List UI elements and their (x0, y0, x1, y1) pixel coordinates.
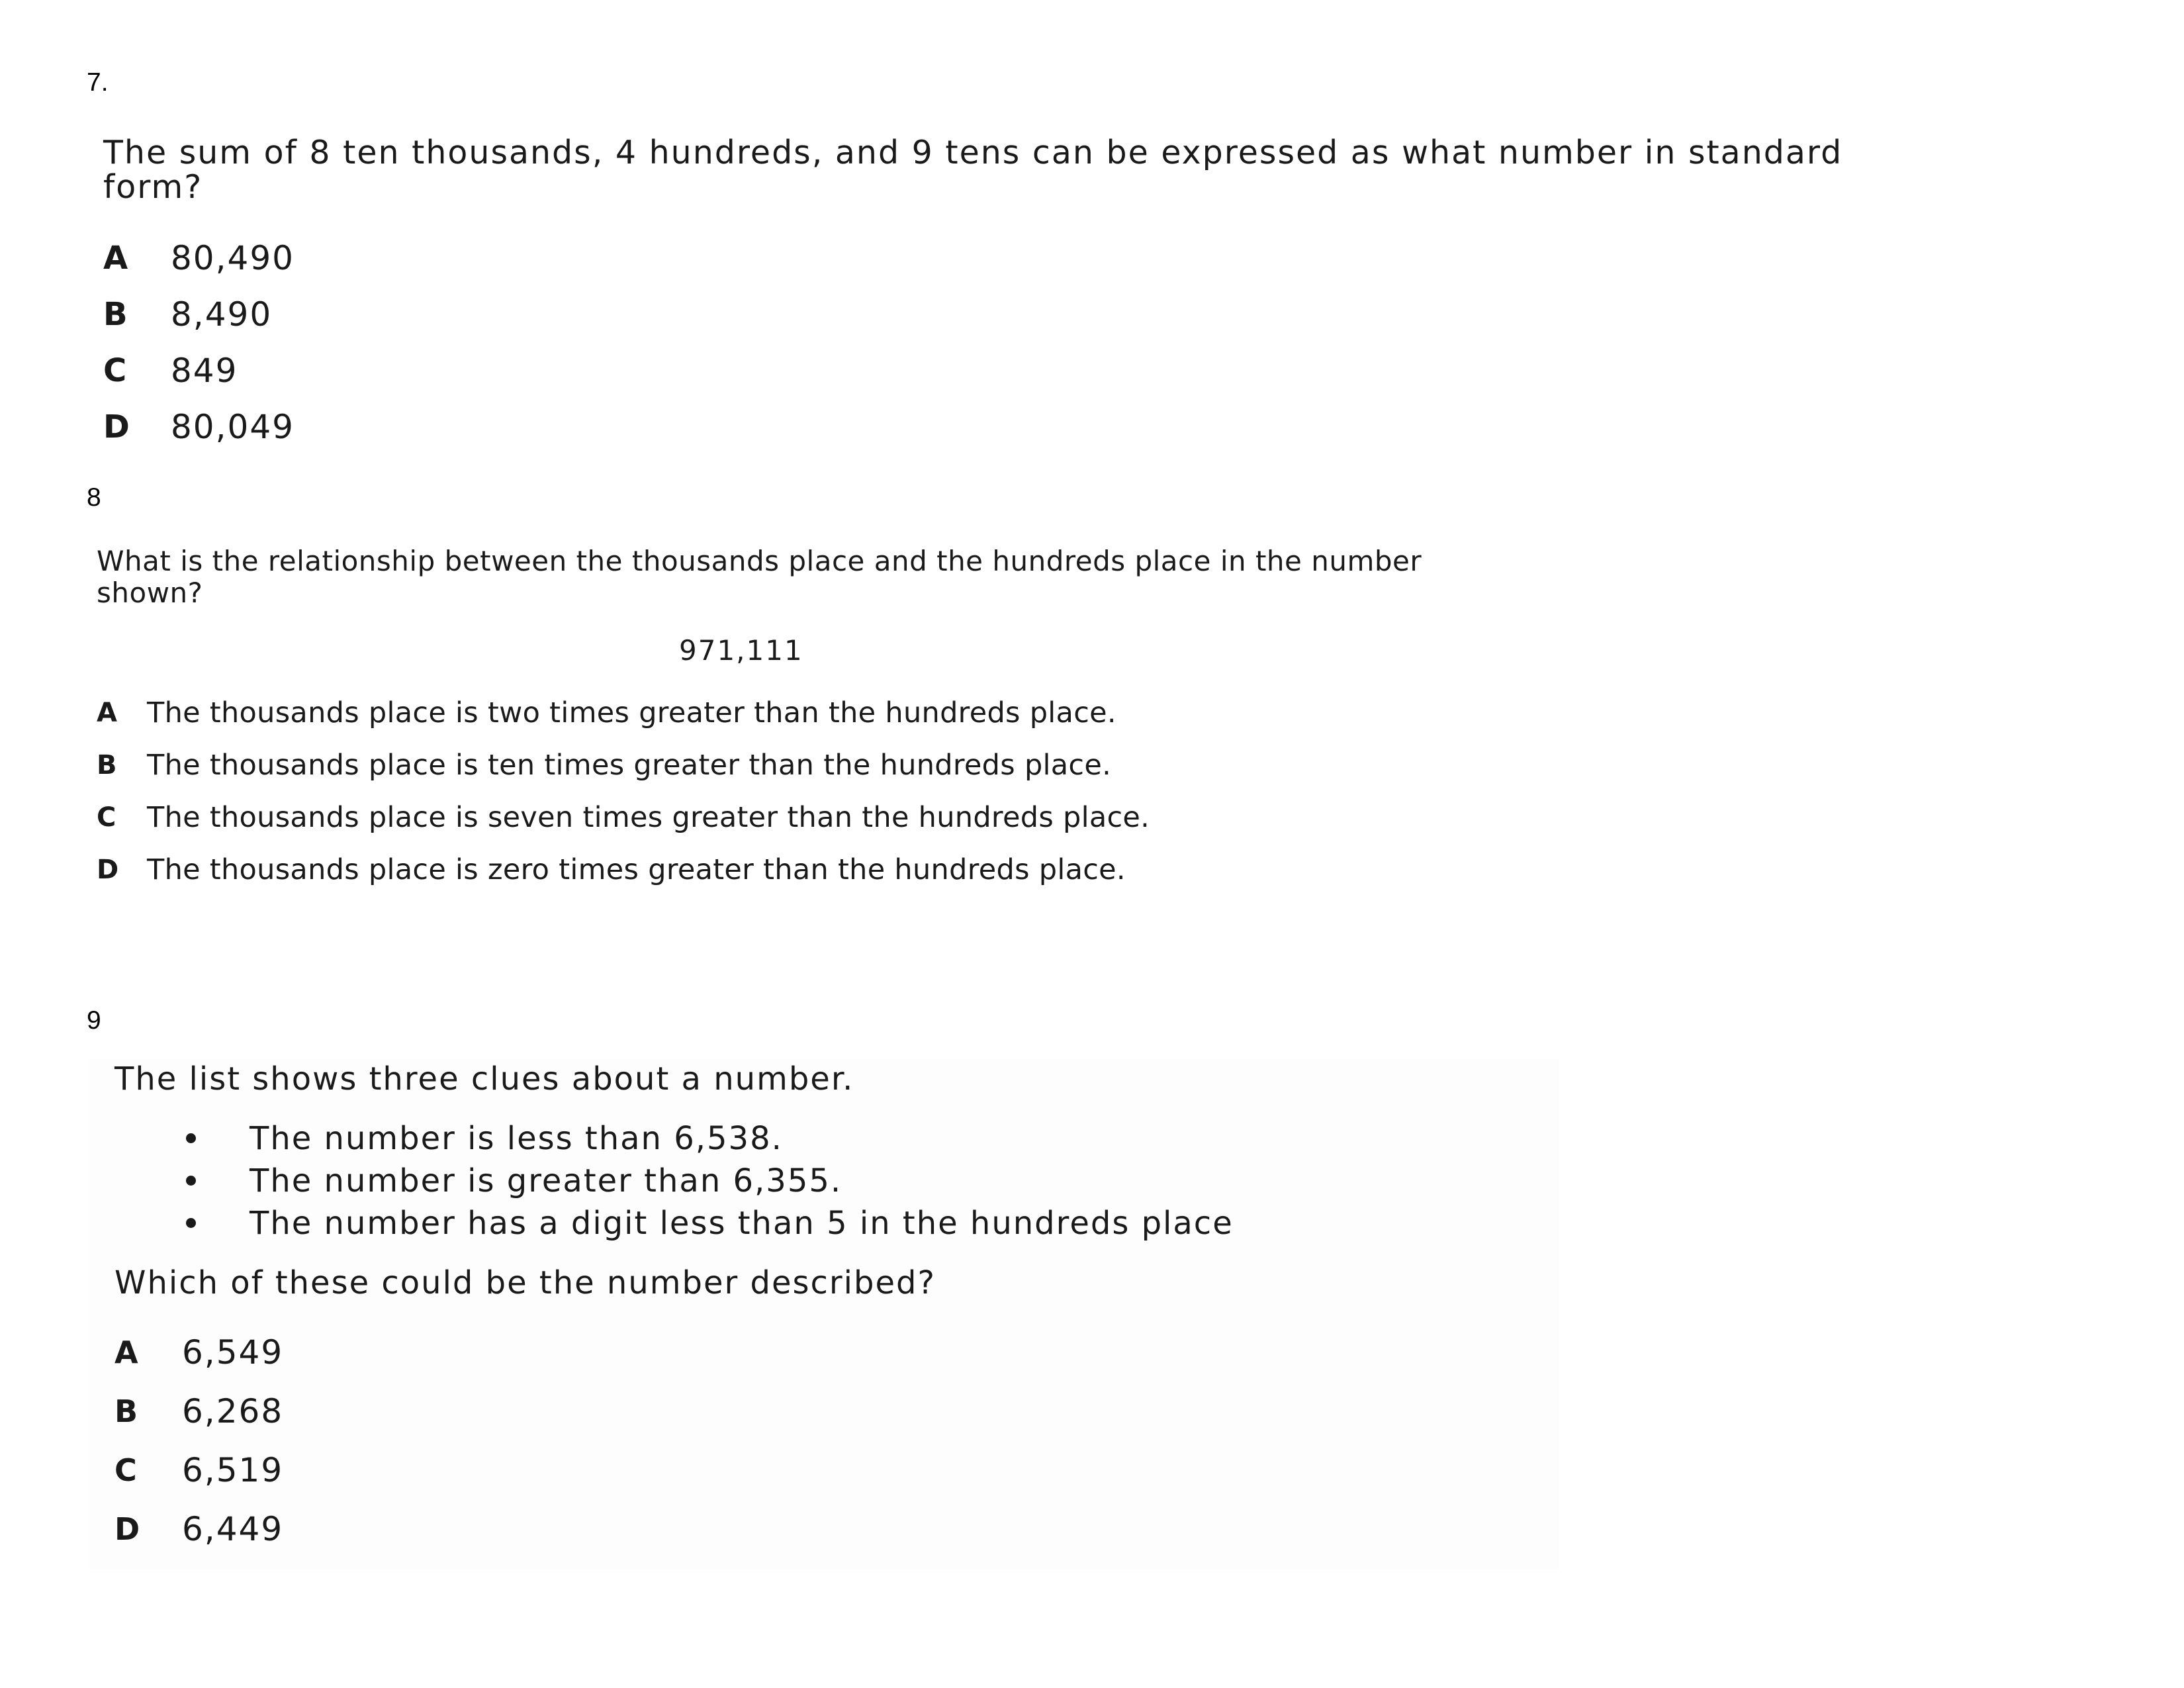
option-text: The thousands place is ten times greater than the hundreds place. (147, 748, 1112, 782)
option-letter: A (103, 239, 129, 277)
clue-text: The number has a digit less than 5 in the hundreds place (250, 1205, 1234, 1242)
option-text: 80,490 (171, 238, 295, 277)
question-8-shown-number: 971,111 (679, 634, 803, 667)
question-8-number: 8 (87, 483, 101, 512)
question-7-option-d[interactable] (103, 399, 1890, 455)
clue-text: The number is less than 6,538. (250, 1120, 783, 1157)
question-9-clue-list (114, 1117, 1559, 1244)
question-7-number: 7. (87, 68, 109, 97)
option-letter: D (114, 1511, 140, 1547)
option-letter: C (103, 352, 128, 389)
clue-item (114, 1117, 1559, 1160)
question-7-options (103, 230, 1890, 455)
option-letter: B (103, 295, 128, 333)
question-7-option-a[interactable] (103, 230, 1890, 286)
question-8-option-c[interactable] (97, 791, 1619, 843)
question-9-number: 9 (87, 1006, 101, 1035)
question-8-stem: What is the relationship between the thousands place and the hundreds place in the number shown? (97, 545, 1422, 609)
bullet-icon (186, 1133, 196, 1143)
question-7-option-b[interactable] (103, 286, 1890, 342)
question-9-ask: Which of these could be the number described? (114, 1264, 936, 1301)
option-text: 6,268 (182, 1391, 284, 1430)
option-text: 6,549 (182, 1333, 284, 1372)
clue-item (114, 1202, 1559, 1244)
question-7-stem: The sum of 8 ten thousands, 4 hundreds, and 9 tens can be expressed as what number in standard form? (103, 134, 1843, 206)
question-8-option-a[interactable] (97, 686, 1619, 739)
option-letter: B (114, 1393, 138, 1429)
question-9 (89, 1059, 1559, 1569)
option-letter: A (97, 697, 117, 728)
option-letter: C (97, 802, 116, 833)
question-8-option-b[interactable] (97, 739, 1619, 791)
option-text: The thousands place is seven times greater than the hundreds place. (147, 800, 1150, 834)
bullet-icon (186, 1176, 196, 1186)
question-7-option-c[interactable] (103, 342, 1890, 399)
option-letter: A (114, 1334, 138, 1370)
clue-text: The number is greater than 6,355. (250, 1162, 842, 1199)
option-letter: D (103, 408, 130, 445)
question-9-option-d[interactable] (114, 1499, 1559, 1558)
option-letter: D (97, 854, 119, 885)
clue-item (114, 1160, 1559, 1202)
option-text: The thousands place is two times greater than the hundreds place. (147, 696, 1116, 729)
question-9-options (114, 1323, 1559, 1558)
option-text: 8,490 (171, 295, 273, 334)
question-8 (97, 545, 1619, 896)
question-8-options (97, 686, 1619, 896)
bullet-icon (186, 1218, 196, 1228)
question-9-option-a[interactable] (114, 1323, 1559, 1382)
question-9-option-b[interactable] (114, 1382, 1559, 1440)
option-letter: B (97, 749, 117, 780)
option-text: 6,449 (182, 1509, 284, 1548)
option-text: 6,519 (182, 1450, 284, 1489)
question-9-option-c[interactable] (114, 1440, 1559, 1499)
question-7 (103, 136, 1890, 455)
option-text: 80,049 (171, 407, 295, 446)
option-text: The thousands place is zero times greater than the hundreds place. (147, 853, 1126, 886)
question-8-option-d[interactable] (97, 843, 1619, 896)
question-9-stem: The list shows three clues about a number. (114, 1060, 854, 1098)
option-letter: C (114, 1452, 137, 1488)
option-text: 849 (171, 351, 238, 390)
